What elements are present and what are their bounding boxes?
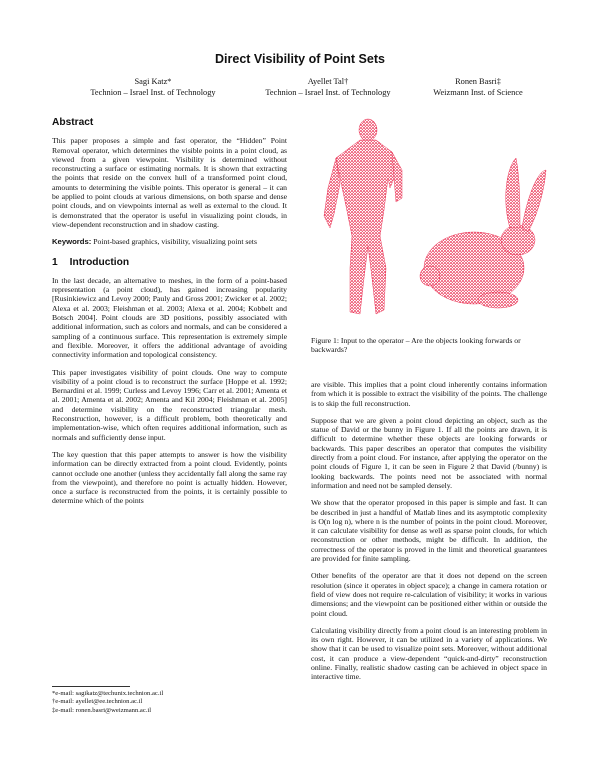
footnote-3: ‡e-mail: ronen.basri@weizmann.ac.il <box>52 706 152 714</box>
body-paragraph-1: are visible. This implies that a point cloud inherently contains information from which it is possible to extract the visibility of the points. The challenge is to skip the full reconstruction. <box>311 380 547 408</box>
section-number: 1 <box>52 256 58 268</box>
keywords-text: Point-based graphics, visibility, visualizing point sets <box>93 237 257 247</box>
author-name: Ayellet Tal† <box>307 77 349 86</box>
intro-paragraph-2: This paper investigates visibility of point clouds. One way to compute visibility of a point cloud is to reconstruct the surface [Hoppe et al. 1992; Bernardini et al. 1999; Curless and Levoy 1996; Carr et al. 2001; Amenta et al. 2001; Amenta et al. 2002; Amenta and Kil 2004; Fleishman et al. 2005] and determine visibility on the reconstructed triangular mesh. Reconstruction, however, is a difficult problem, both theoretically and implementation-wise, which often requires additional information, such as normals and sufficiently dense input. <box>52 367 287 442</box>
left-column <box>52 118 287 514</box>
author-affiliation: Technion – Israel Inst. of Technology <box>265 88 391 97</box>
figure-1-image <box>306 118 551 328</box>
intro-paragraph-3: The key question that this paper attempts to answer is how the visibility information can be directly extracted from a point cloud. Evidently, points cannot occlude one another (unless they accidentally fall along the same ray from the viewpoint), and therefore no point is actually hidden. However, once a surface is reconstructed from the points, it is certainly possible to determine which of the points <box>52 449 287 506</box>
footnote-1: *e-mail: sagikatz@techunix.technion.ac.il <box>52 690 164 697</box>
footnotes <box>52 686 287 715</box>
author-affiliation: Weizmann Inst. of Science <box>433 88 523 97</box>
author-name: Sagi Katz* <box>134 77 172 86</box>
body-paragraph-4: Other benefits of the operator are that it does not depend on the screen resolution (since it operates in object space); a change in camera rotation or field of view does not require re-calculation of visibility; it works in various dimensions; and the viewpoint can be positioned either within or outside the point cloud. <box>311 571 547 618</box>
figure-1-caption: Figure 1: Input to the operator – Are the objects looking forwards or backwards? <box>311 336 521 355</box>
body-paragraph-2: Suppose that we are given a point cloud depicting an object, such as the statue of David or the bunny in Figure 1. If all the points are drawn, it is difficult to determine whether these objects are looking forwards or backwards. This paper describes an operator that computes the visibility directly from a point cloud. For instance, after applying the operator on the point clouds of Figure 1, it can be seen in Figure 2 that David (/bunny) is looking backwards. The points need not be associated with normal information and need not be sampled densely. <box>311 415 547 490</box>
keywords <box>52 237 287 246</box>
author-affiliation: Technion – Israel Inst. of Technology <box>90 88 216 97</box>
david-point-cloud <box>324 119 402 314</box>
intro-paragraph-1: In the last decade, an alternative to meshes, in the form of a point-based representation (a point cloud), has gained increasing popularity [Rusinkiewicz and Levoy 2000; Pauly and Gross 2001; Zwicker et al. 2002; Alexa et al. 2003; Fleishman et al. 2003; Alexa et al. 2004; Kobbelt and Botsch 2004]. Point clouds are 3D positions, possibly associated with additional information, such as colors and normals, and can be considered a sampling of a continuous surface. This representation is extremely simple and flexible. Moreover, it offers the additional advantage of avoiding connectivity information and topological consistency. <box>52 275 287 360</box>
body-paragraph-5: Calculating visibility directly from a point cloud is an interesting problem in its own right. However, it can be utilized in a variety of applications. We show that it can be used to visualize point sets. Moreover, without additional cost, it can produce a view-dependent “quick-and-dirty” reconstruction online. Finally, realistic shadow casting can be achieved in object space in interactive time. <box>311 625 547 682</box>
right-column <box>311 380 547 690</box>
footnote-2: †e-mail: ayellet@ee.technion.ac.il <box>52 698 143 706</box>
author-name: Ronen Basri‡ <box>455 77 501 86</box>
abstract-heading: Abstract <box>52 117 94 128</box>
footnote-rule <box>52 686 130 687</box>
figure-1 <box>306 118 551 328</box>
section-title: Introduction <box>69 256 130 268</box>
body-paragraph-3: We show that the operator proposed in this paper is simple and fast. It can be described in just a handful of Matlab lines and its asymptotic complexity is O(n log n), where n is the number of points in the point cloud. Moreover, it can calculate visibility for dense as well as sparse point clouds, for which reconstruction or other methods, might be difficult. In addition, the correctness of the operator is proved in the limit and theoretical guarantees are provided for finite sampling. <box>311 498 547 564</box>
bunny-point-cloud <box>420 158 546 308</box>
author-block-1 <box>58 76 248 98</box>
keywords-label: Keywords: <box>52 237 92 247</box>
section-heading-introduction <box>52 258 287 267</box>
author-block-3 <box>398 76 558 98</box>
paper-title: Direct Visibility of Point Sets <box>215 52 385 66</box>
abstract-text: This paper proposes a simple and fast operator, the “Hidden” Point Removal operator, which determines the visible points in a point cloud, as viewed from a given viewpoint. Visibility is determined without reconstructing a surface or estimating normals. It is shown that extracting the points that reside on the convex hull of a transformed point cloud, amounts to determining the visible points. This operator is general – it can be applied to point clouds at various dimensions, on both sparse and dense point clouds, and on viewpoints internal as well as external to the cloud. It is demonstrated that the operator is useful in visualizing point clouds, in view-dependent reconstruction and in shadow casting. <box>52 136 287 229</box>
